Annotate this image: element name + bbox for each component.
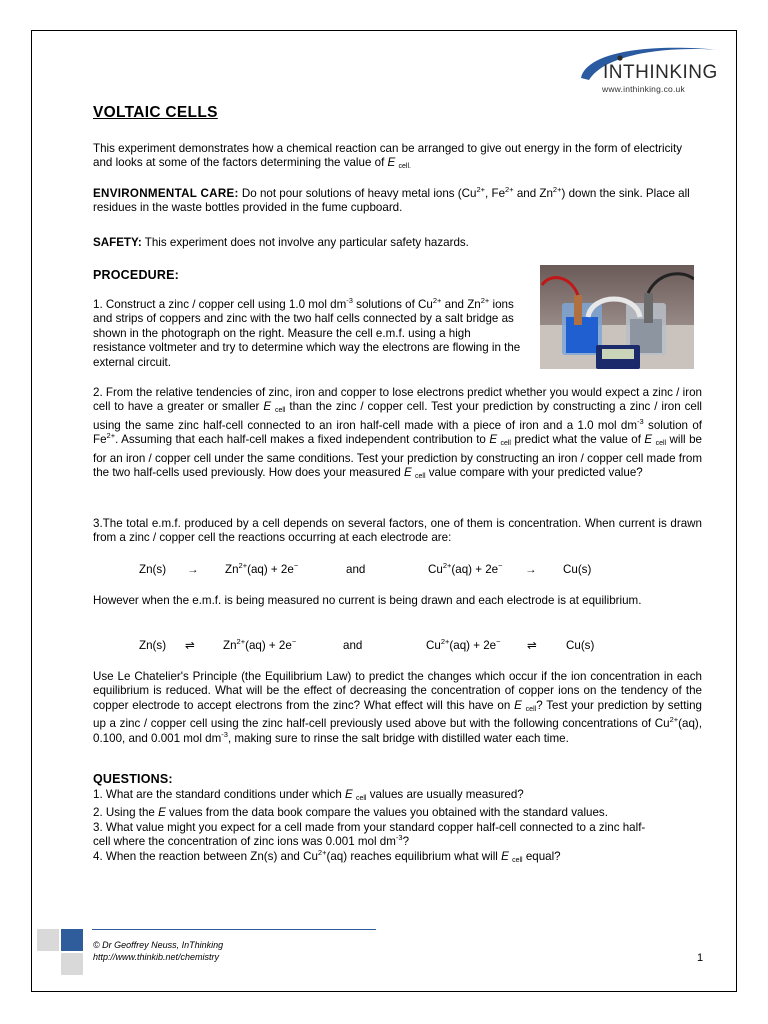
question-2: 2. Using the E values from the data book compare the values you obtained with the standard values. <box>93 806 608 820</box>
question-3: 3. What value might you expect for a cell made from your standard copper half-cell connected to a zinc half-cell where the concentration of zinc ions was 0.001 mol $dm^{-3}$? <box>93 820 646 849</box>
logo-wordmark: INTHINKING <box>603 62 718 83</box>
procedure-step-2: 2. From the relative tendencies of zinc, iron and copper to lose electrons predict whether you would expect a zinc / iron cell to have a greater or smaller E $_{cell}$ than the zinc / copper cell. Test your prediction by constructing a zinc / iron cell using the same zinc half-cell connected to an iron half-cell made with a piece of iron and a 1.0 mol $dm^{-3}$ solution of $Fe^{2+}$. Assuming that each half-cell makes a fixed independent contribution to E $_{cell}$ predict what the value of E $_{cell}$ will be for an iron / copper cell under the same conditions. Test your prediction by constructing an iron / copper cell made from the two half-cells used previously. How does your measured E $_{cell}$ value compare with your predicted value? <box>93 386 702 481</box>
procedure-step-3: 3.The total e.m.f. produced by a cell depends on several factors, one of them is concentration. When current is drawn from a zinc / copper cell the reactions occurring at each electrode are: <box>93 517 702 545</box>
question-1: 1. What are the standard conditions under which E $_{cell}$ values are usually measured? <box>93 788 524 802</box>
footer-square-light <box>37 929 59 951</box>
author-credit: © Dr Geoffrey Neuss, InThinking <box>93 940 224 950</box>
footer-square-blue <box>61 929 83 951</box>
page-title: VOLTAIC CELLS <box>93 104 218 121</box>
page-number: 1 <box>697 952 704 964</box>
footer-credits <box>93 940 223 963</box>
environmental-care: ENVIRONMENTAL CARE: Do not pour solutions of heavy metal ions ($Cu^{2+}$, $Fe^{2+}$ and $Zn^{2+}$) down the sink. Place all residues in the waste bottles provided in the fume cupboard. <box>93 185 690 215</box>
questions-list <box>93 788 702 868</box>
intro-paragraph: This experiment demonstrates how a chemical reaction can be arranged to give out energy in the form of electricity and looks at some of the factors determining the value of E $_{cell.}$ <box>93 142 682 171</box>
safety-note: SAFETY: This experiment does not involve any particular safety hazards. <box>93 236 469 249</box>
footer-rule <box>92 929 376 930</box>
footer-square-light <box>61 953 83 975</box>
question-4: 4. When the reaction between Zn(s) and $Cu^{2+}(aq)$ reaches equilibrium what will E $_{cell}$ equal? <box>93 847 561 864</box>
procedure-heading: PROCEDURE: <box>93 268 180 282</box>
equilibrium-note: However when the e.m.f. is being measured no current is being drawn and each electrode is at equilibrium. <box>93 594 642 607</box>
logo-url: www.inthinking.co.uk <box>602 84 685 94</box>
procedure-step-1: 1. Construct a zinc / copper cell using 1.0 mol $dm^{-3}$ solutions of $Cu^{2+}$ and $Zn^{2+}$ ions and strips of coppers and zinc with the two half cells connected by a salt bridge as shown in the photograph on the right. Measure the cell e.m.f. using a high resistance voltmeter and try to determine which way the electrons are flowing in the external circuit. <box>93 296 521 369</box>
questions-heading: QUESTIONS: <box>93 772 173 786</box>
voltaic-cell-photo <box>540 265 694 369</box>
footer-url: http://www.thinkib.net/chemistry <box>93 951 220 962</box>
le-chatelier-paragraph: Use Le Chatelier's Principle (the Equilibrium Law) to predict the changes which occur if the ion concentration in each equilibrium is reduced. What will be the effect of decreasing the concentration of copper ions on the tendency of the copper electrode to accept electrons from the zinc? What effect will this have on E $_{cell}$? Test your prediction by setting up a zinc / copper cell using the zinc half-cell previously used above but with the following concentrations of $Cu^{2+}(aq)$, 0.100, and 0.001 mol $dm^{-3}$, making sure to rinse the salt bridge with distilled water each time. <box>93 670 702 745</box>
